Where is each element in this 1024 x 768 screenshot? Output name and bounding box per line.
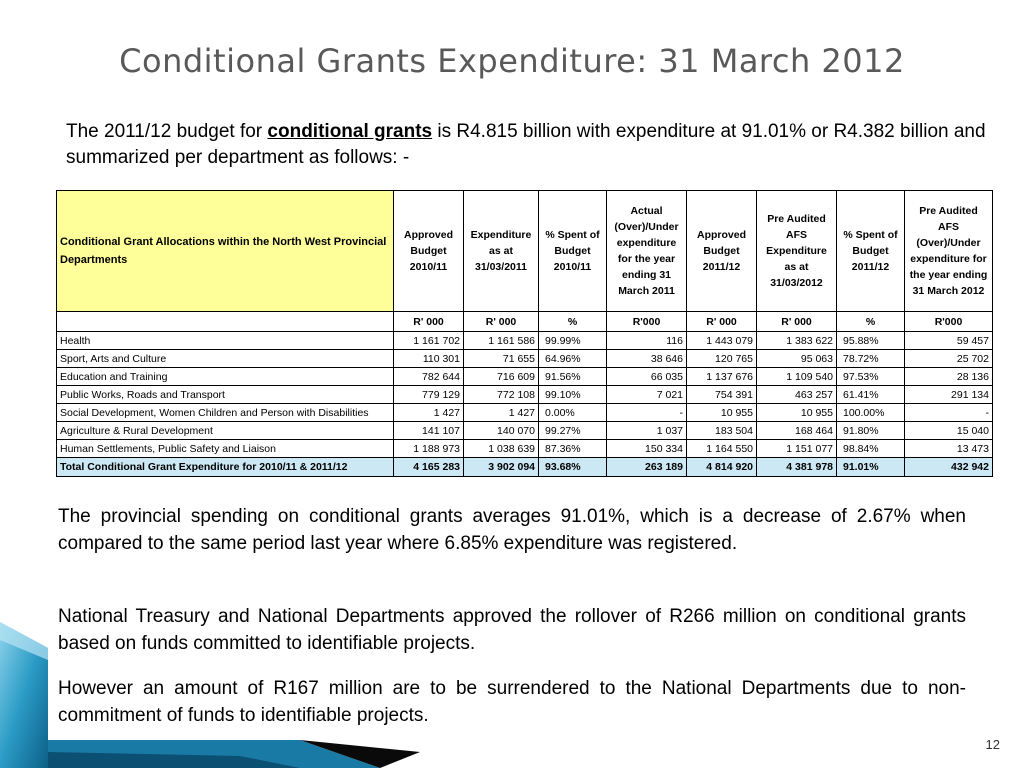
percent-cell: 95.88% [837,332,905,350]
amount-cell: 141 107 [394,422,464,440]
paragraph-rollover: National Treasury and National Departments approved the rollover of R266 million on conditional grants based on funds committed to identifiable projects. [58,606,966,654]
amount-cell: 4 814 920 [687,458,757,477]
percent-cell: 98.84% [837,440,905,458]
percent-cell: 91.01% [837,458,905,477]
amount-cell: 1 037 [607,422,687,440]
table-row [57,440,993,458]
amount-cell: 1 161 702 [394,332,464,350]
amount-cell: 463 257 [757,386,837,404]
amount-cell: 110 301 [394,350,464,368]
amount-cell: 772 108 [464,386,539,404]
table-row [57,404,993,422]
department-name-cell: Health [57,332,394,350]
amount-cell: 95 063 [757,350,837,368]
amount-cell: 1 427 [464,404,539,422]
amount-cell: 25 702 [905,350,993,368]
amount-cell: 432 942 [905,458,993,477]
percent-cell: 93.68% [539,458,607,477]
department-name-cell: Agriculture & Rural Development [57,422,394,440]
table-row [57,386,993,404]
amount-cell: 1 038 639 [464,440,539,458]
unit-cell: R' 000 [464,312,539,332]
percent-cell: 100.00% [837,404,905,422]
amount-cell: 263 189 [607,458,687,477]
amount-cell: 1 161 586 [464,332,539,350]
table-row [57,368,993,386]
unit-cell: R' 000 [394,312,464,332]
amount-cell: 10 955 [687,404,757,422]
paragraph-surrender: However an amount of R167 million are to be surrendered to the National Departments due to non-commitment of funds to identifiable projects. [58,678,966,726]
percent-cell: 91.80% [837,422,905,440]
unit-cell: R'000 [905,312,993,332]
percent-cell: 99.99% [539,332,607,350]
percent-cell: 0.00% [539,404,607,422]
amount-cell: 1 188 973 [394,440,464,458]
amount-cell: 3 902 094 [464,458,539,477]
intro-part-1: The 2011/12 budget for [66,121,268,142]
header-cell: Conditional Grant Allocations within the North West Provincial Departments [57,191,394,312]
header-cell: % Spent of Budget 2011/12 [837,191,905,312]
department-name-cell: Total Conditional Grant Expenditure for 2010/11 & 2011/12 [57,458,394,477]
unit-cell: R' 000 [757,312,837,332]
header-cell: % Spent of Budget 2010/11 [539,191,607,312]
amount-cell: 71 655 [464,350,539,368]
amount-cell: 779 129 [394,386,464,404]
percent-cell: 91.56% [539,368,607,386]
percent-cell: 87.36% [539,440,607,458]
percent-cell: 64.96% [539,350,607,368]
percent-cell: 99.27% [539,422,607,440]
unit-cell [57,312,394,332]
amount-cell: 140 070 [464,422,539,440]
amount-cell: 4 165 283 [394,458,464,477]
amount-cell: 1 109 540 [757,368,837,386]
amount-cell: 116 [607,332,687,350]
amount-cell: 1 383 622 [757,332,837,350]
amount-cell: 168 464 [757,422,837,440]
intro-part-2: is R4.815 billion with expenditure at 91.01% or R4.382 billion and summarized per department as follows: - [66,121,986,168]
amount-cell: 59 457 [905,332,993,350]
unit-cell: % [837,312,905,332]
amount-cell: - [607,404,687,422]
header-cell: Expenditure as at 31/03/2011 [464,191,539,312]
amount-cell: 754 391 [687,386,757,404]
unit-cell: R'000 [607,312,687,332]
table-row [57,332,993,350]
unit-cell: % [539,312,607,332]
amount-cell: 1 151 077 [757,440,837,458]
percent-cell: 99.10% [539,386,607,404]
department-name-cell: Sport, Arts and Culture [57,350,394,368]
department-name-cell: Social Development, Women Children and Person with Disabilities [57,404,394,422]
amount-cell: 716 609 [464,368,539,386]
amount-cell: 15 040 [905,422,993,440]
grants-table [56,190,993,477]
table-row [57,422,993,440]
header-cell: Approved Budget 2010/11 [394,191,464,312]
amount-cell: 183 504 [687,422,757,440]
amount-cell: - [905,404,993,422]
slide-title: Conditional Grants Expenditure: 31 March 2012 [119,42,905,80]
amount-cell: 38 646 [607,350,687,368]
percent-cell: 78.72% [837,350,905,368]
amount-cell: 4 381 978 [757,458,837,477]
department-name-cell: Public Works, Roads and Transport [57,386,394,404]
amount-cell: 13 473 [905,440,993,458]
grants-table-container [56,190,994,477]
paragraph-spending-average: The provincial spending on conditional grants averages 91.01%, which is a decrease of 2.67% when compared to the same period last year where 6.85% expenditure was registered. [58,506,966,554]
amount-cell: 120 765 [687,350,757,368]
table-body [57,312,993,477]
percent-cell: 97.53% [837,368,905,386]
header-cell: Pre Audited AFS Expenditure as at 31/03/2012 [757,191,837,312]
amount-cell: 1 443 079 [687,332,757,350]
units-row [57,312,993,332]
header-cell: Approved Budget 2011/12 [687,191,757,312]
total-row [57,458,993,477]
header-cell: Actual (Over)/Under expenditure for the year ending 31 March 2011 [607,191,687,312]
department-name-cell: Human Settlements, Public Safety and Liaison [57,440,394,458]
intro-keyword: conditional grants [267,121,433,142]
amount-cell: 28 136 [905,368,993,386]
header-cell: Pre Audited AFS (Over)/Under expenditure for the year ending 31 March 2012 [905,191,993,312]
intro-text [66,119,986,171]
table-row [57,350,993,368]
amount-cell: 1 137 676 [687,368,757,386]
table-header-row [57,191,993,312]
amount-cell: 782 644 [394,368,464,386]
amount-cell: 150 334 [607,440,687,458]
percent-cell: 61.41% [837,386,905,404]
unit-cell: R' 000 [687,312,757,332]
page-number: 12 [985,737,1000,752]
amount-cell: 10 955 [757,404,837,422]
amount-cell: 66 035 [607,368,687,386]
amount-cell: 7 021 [607,386,687,404]
amount-cell: 1 427 [394,404,464,422]
amount-cell: 1 164 550 [687,440,757,458]
department-name-cell: Education and Training [57,368,394,386]
amount-cell: 291 134 [905,386,993,404]
